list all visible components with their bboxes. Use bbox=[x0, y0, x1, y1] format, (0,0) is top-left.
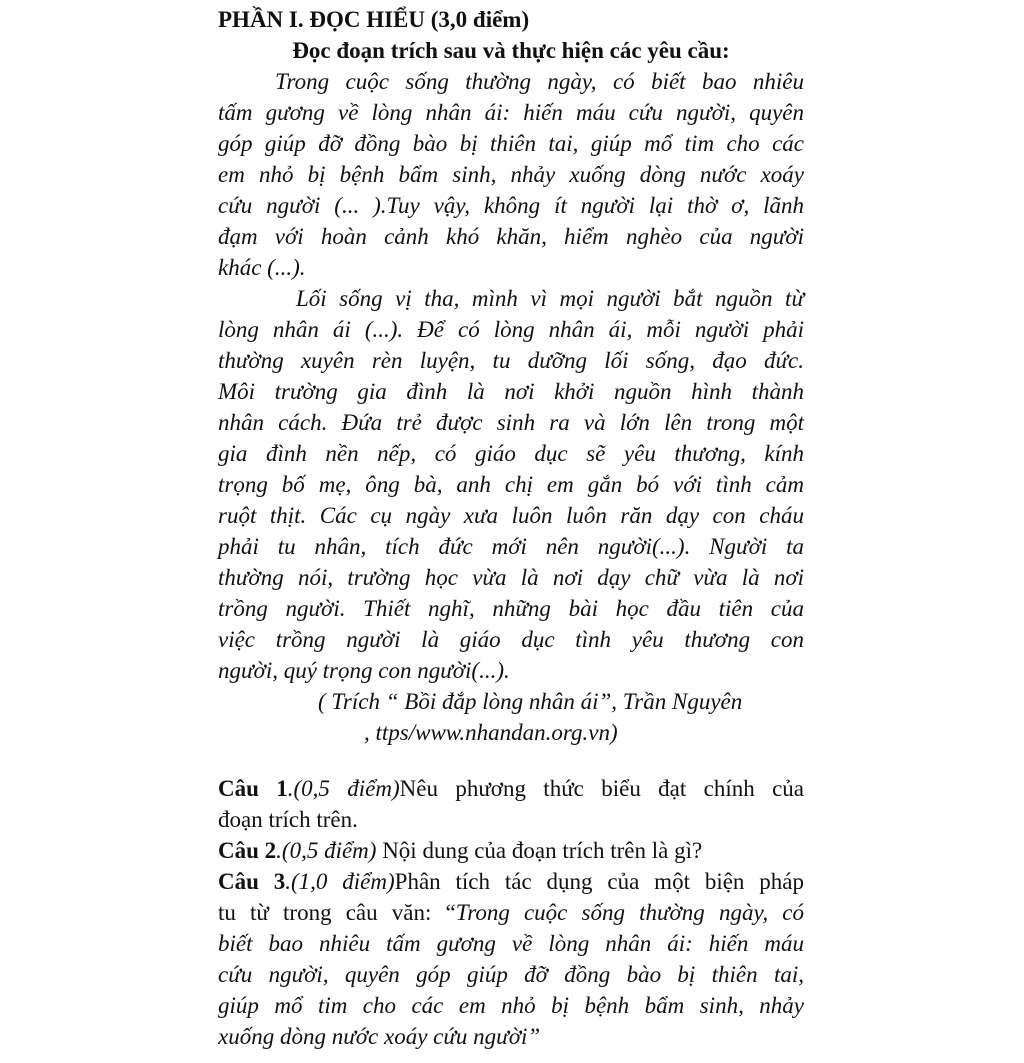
question-text: Nội dung của đoạn trích trên là gì? bbox=[376, 838, 703, 863]
question-2 bbox=[218, 835, 804, 866]
passage-paragraph-2 bbox=[218, 283, 804, 686]
passage-line: Môi trường gia đình là nơi khởi nguồn hình thành bbox=[218, 379, 804, 404]
source-line: ( Trích “ Bồi đắp lòng nhân ái”, Trần Nguyên bbox=[318, 689, 743, 714]
passage-line: lòng nhân ái (...). Để có lòng nhân ái, mỗi người phải bbox=[218, 317, 804, 342]
question-text: Nêu phương thức biểu đạt chính của bbox=[399, 776, 805, 801]
passage-line: việc trồng người là giáo dục tình yêu thương con bbox=[218, 627, 804, 652]
passage-line: trọng bố mẹ, ông bà, anh chị em gắn bó với tình cảm bbox=[218, 472, 804, 497]
question-1 bbox=[218, 773, 804, 835]
question-label: Câu 1 bbox=[218, 776, 288, 801]
passage-line: khác (...). bbox=[218, 255, 306, 280]
passage-line: trồng người. Thiết nghĩ, những bài học đầu tiên của bbox=[218, 596, 804, 621]
question-text: Phân tích tác dụng của một biện pháp bbox=[394, 869, 804, 894]
passage-line: phải tu nhân, tích đức mới nên người(...). Người ta bbox=[218, 534, 804, 559]
passage-line: gia đình nền nếp, có giáo dục sẽ yêu thương, kính bbox=[218, 441, 804, 466]
question-score: .(1,0 điểm) bbox=[285, 869, 395, 894]
question-score: .(0,5 điểm) bbox=[276, 838, 377, 863]
question-3 bbox=[218, 866, 804, 1052]
question-line bbox=[218, 835, 804, 866]
spacer bbox=[218, 748, 804, 773]
question-quote: Trong cuộc sống thường ngày, có bbox=[455, 900, 804, 925]
passage-line: đạm với hoàn cảnh khó khăn, hiểm nghèo của người bbox=[218, 224, 804, 249]
passage-line: góp giúp đỡ đồng bào bị thiên tai, giúp mổ tim cho các bbox=[218, 131, 804, 156]
passage-line: cứu người (... ).Tuy vậy, không ít người lại thờ ơ, lãnh bbox=[218, 193, 804, 218]
passage-line: tấm gương về lòng nhân ái: hiến máu cứu người, quyên bbox=[218, 100, 804, 125]
question-quote-line: xuống dòng nước xoáy cứu người” bbox=[218, 1024, 541, 1049]
document-page bbox=[218, 4, 804, 1052]
passage-line: em nhỏ bị bệnh bẩm sinh, nhảy xuống dòng nước xoáy bbox=[218, 162, 804, 187]
section-title: PHẦN I. ĐỌC HIỂU (3,0 điểm) bbox=[218, 7, 530, 32]
passage-line: thường nói, trường học vừa là nơi dạy chữ vừa là nơi bbox=[218, 565, 804, 590]
question-score: .(0,5 điểm) bbox=[287, 776, 400, 801]
passage-line: người, quý trọng con người(...). bbox=[218, 658, 510, 683]
source-citation bbox=[218, 686, 804, 748]
passage-line: thường xuyên rèn luyện, tu dưỡng lối sống, đạo đức. bbox=[218, 348, 804, 373]
question-label: Câu 2 bbox=[218, 838, 277, 863]
passage-line: Lối sống vị tha, mình vì mọi người bắt nguồn từ bbox=[296, 286, 804, 311]
question-line bbox=[218, 897, 804, 928]
question-quote-line: cứu người, quyên góp giúp đỡ đồng bào bị thiên tai, bbox=[218, 962, 804, 987]
question-quote-line: giúp mổ tim cho các em nhỏ bị bệnh bẩm sinh, nhảy bbox=[218, 993, 804, 1018]
question-line bbox=[218, 866, 804, 897]
instruction: Đọc đoạn trích sau và thực hiện các yêu cầu: bbox=[292, 38, 730, 63]
question-line bbox=[218, 773, 804, 804]
passage-line: Trong cuộc sống thường ngày, có biết bao nhiêu bbox=[275, 69, 804, 94]
question-quote-line: biết bao nhiêu tấm gương về lòng nhân ái: hiến máu bbox=[218, 931, 804, 956]
source-line: , ttps/www.nhandan.org.vn) bbox=[364, 720, 618, 745]
passage-line: ruột thịt. Các cụ ngày xưa luôn luôn răn dạy con cháu bbox=[218, 503, 804, 528]
question-text: tu từ trong câu văn: “ bbox=[218, 900, 456, 925]
passage-paragraph-1 bbox=[218, 66, 804, 283]
question-line: đoạn trích trên. bbox=[218, 807, 358, 832]
passage-line: nhân cách. Đứa trẻ được sinh ra và lớn lên trong một bbox=[218, 410, 804, 435]
question-label: Câu 3 bbox=[218, 869, 286, 894]
